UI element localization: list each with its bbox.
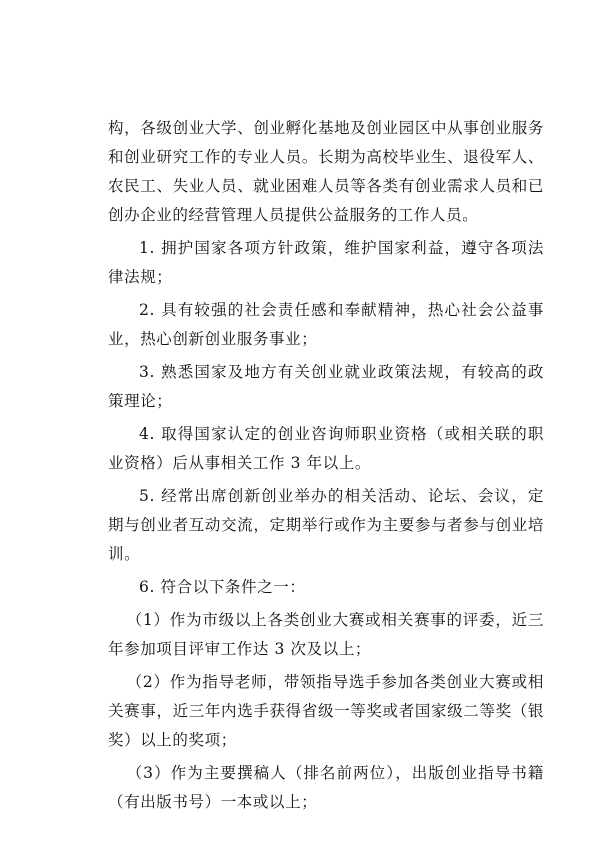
- paragraph-item-3: 3. 熟悉国家及地方有关创业就业政策法规，有较高的政策理论；: [108, 363, 544, 410]
- paragraph-subitem-1: （1）作为市级以上各类创业大赛或相关赛事的评委，近三年参加项目评审工作达 3 次及以上；: [108, 611, 544, 658]
- body-text: [108, 114, 544, 821]
- paragraph-subitem-3: （3）作为主要撰稿人（排名前两位），出版创业指导书籍（有出版书号）一本或以上；: [108, 764, 544, 811]
- paragraph-subitem-2: （2）作为指导老师，带领指导选手参加各类创业大赛或相关赛事，近三年内选手获得省级一等奖或者国家级二等奖（银奖）以上的奖项；: [108, 673, 544, 749]
- paragraph-item-6: 6. 符合以下条件之一：: [139, 578, 306, 596]
- paragraph-item-2: 2. 具有较强的社会责任感和奉献精神，热心社会公益事业，热心创新创业服务事业；: [108, 301, 544, 348]
- paragraph-item-5: 5. 经常出席创新创业举办的相关活动、论坛、会议，定期与创业者互动交流，定期举行或作为主要参与者参与创业培训。: [108, 487, 544, 563]
- paragraph-item-4: 4. 取得国家认定的创业咨询师职业资格（或相关联的职业资格）后从事相关工作 3 年以上。: [108, 425, 544, 472]
- paragraph-item-1: 1. 拥护国家各项方针政策，维护国家利益，遵守各项法律法规；: [108, 239, 544, 286]
- paragraph-intro: 构，各级创业大学、创业孵化基地及创业园区中从事创业服务和创业研究工作的专业人员。长期为高校毕业生、退役军人、农民工、失业人员、就业困难人员等各类有创业需求人员和已创办企业的经营管理人员提供公益服务的工作人员。: [108, 119, 544, 224]
